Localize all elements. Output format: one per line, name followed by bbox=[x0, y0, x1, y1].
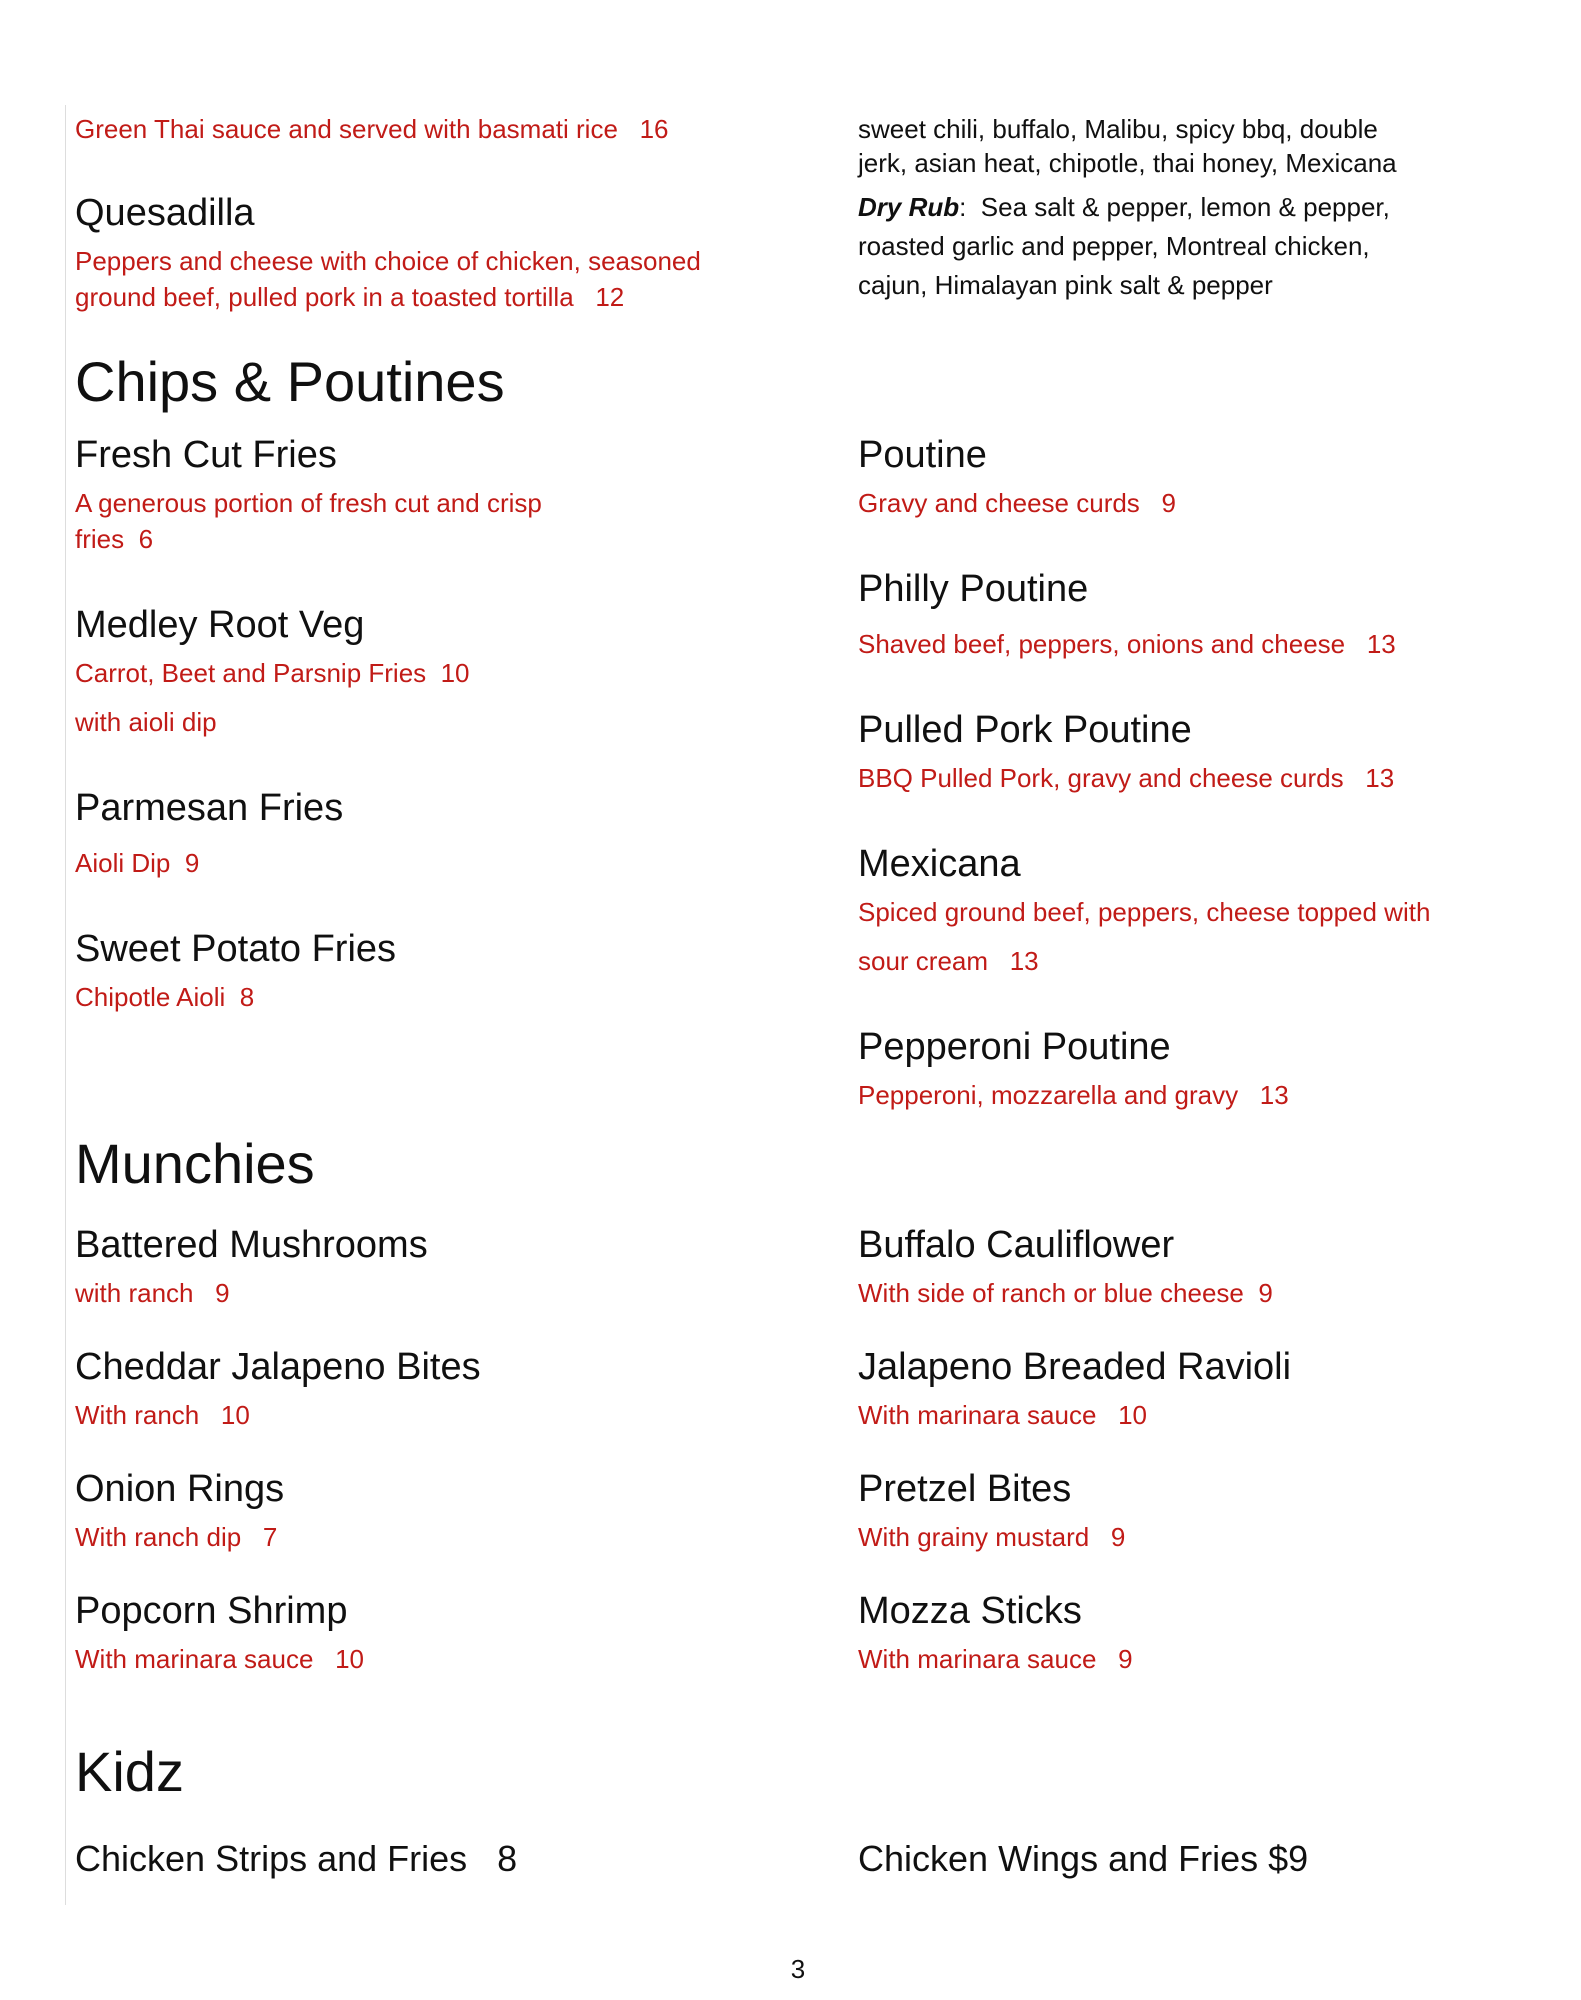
menu-item bbox=[858, 1222, 1521, 1310]
menu-item bbox=[75, 1222, 858, 1310]
page-number: 3 bbox=[790, 1954, 806, 1984]
menu-item bbox=[75, 926, 858, 1014]
item-desc-carryover: Green Thai sauce and served with basmati rice 16 bbox=[75, 114, 669, 144]
menu-item bbox=[858, 1588, 1521, 1676]
item-desc: A generous portion of fresh cut and crisp bbox=[75, 488, 542, 518]
munchies-right-column bbox=[858, 1222, 1521, 1676]
item-desc: BBQ Pulled Pork, gravy and cheese curds 13 bbox=[858, 763, 1395, 793]
item-desc: With ranch 10 bbox=[75, 1400, 250, 1430]
menu-item bbox=[75, 1466, 858, 1554]
intro-right-column bbox=[858, 112, 1521, 314]
munchies-items bbox=[75, 1222, 1521, 1676]
item-desc: with aioli dip bbox=[75, 707, 217, 737]
item-name: Popcorn Shrimp bbox=[75, 1590, 348, 1632]
menu-item bbox=[858, 707, 1521, 795]
item-desc: Spiced ground beef, peppers, cheese topped with bbox=[858, 897, 1431, 927]
menu-item bbox=[858, 432, 1521, 520]
item-desc: with ranch 9 bbox=[75, 1278, 230, 1308]
item-desc: Peppers and cheese with choice of chicken, seasoned bbox=[75, 246, 701, 276]
item-name: Buffalo Cauliflower bbox=[858, 1224, 1175, 1266]
kidz-items bbox=[75, 1834, 1521, 1884]
item-name-quesadilla: Quesadilla bbox=[75, 192, 255, 234]
item-name: Jalapeno Breaded Ravioli bbox=[858, 1346, 1292, 1388]
menu-item bbox=[858, 566, 1521, 661]
item-name: Pretzel Bites bbox=[858, 1468, 1072, 1510]
menu-item bbox=[858, 841, 1521, 978]
menu-item bbox=[75, 1588, 858, 1676]
text-frame-rule bbox=[65, 105, 66, 1905]
item-desc: With ranch dip 7 bbox=[75, 1522, 278, 1552]
chips-right-column bbox=[858, 432, 1521, 1112]
chips-left-column bbox=[75, 432, 858, 1112]
sauce-list-line: jerk, asian heat, chipotle, thai honey, Mexicana bbox=[858, 148, 1397, 178]
item-desc: With marinara sauce 9 bbox=[858, 1644, 1133, 1674]
item-desc: Aioli Dip 9 bbox=[75, 848, 200, 878]
menu-item bbox=[75, 785, 858, 880]
menu-item bbox=[75, 432, 858, 556]
section-title-chips-poutines: Chips & Poutines bbox=[75, 350, 505, 413]
item-desc: Pepperoni, mozzarella and gravy 13 bbox=[858, 1080, 1289, 1110]
item-name: Battered Mushrooms bbox=[75, 1224, 428, 1266]
item-name: Mozza Sticks bbox=[858, 1590, 1082, 1632]
sauce-list-line: sweet chili, buffalo, Malibu, spicy bbq, double bbox=[858, 114, 1378, 144]
item-desc: Gravy and cheese curds 9 bbox=[858, 488, 1176, 518]
intro-row bbox=[75, 112, 1521, 314]
menu-item bbox=[75, 602, 858, 739]
item-name: Cheddar Jalapeno Bites bbox=[75, 1346, 481, 1388]
dry-rub-line: roasted garlic and pepper, Montreal chicken, bbox=[858, 231, 1370, 261]
item-desc: With side of ranch or blue cheese 9 bbox=[858, 1278, 1273, 1308]
intro-left-column bbox=[75, 112, 858, 314]
item-name: Fresh Cut Fries bbox=[75, 434, 337, 476]
dry-rub-line: cajun, Himalayan pink salt & pepper bbox=[858, 270, 1273, 300]
item-desc: With marinara sauce 10 bbox=[858, 1400, 1148, 1430]
menu-item bbox=[858, 1024, 1521, 1112]
kidz-item: Chicken Strips and Fries 8 bbox=[75, 1838, 518, 1879]
item-name: Pulled Pork Poutine bbox=[858, 709, 1192, 751]
item-name: Philly Poutine bbox=[858, 568, 1089, 610]
kidz-item: Chicken Wings and Fries $9 bbox=[858, 1838, 1309, 1879]
item-desc: Carrot, Beet and Parsnip Fries 10 bbox=[75, 658, 470, 688]
item-name: Onion Rings bbox=[75, 1468, 285, 1510]
dry-rub-text: : Sea salt & pepper, lemon & pepper, bbox=[959, 192, 1390, 222]
section-title-munchies: Munchies bbox=[75, 1132, 315, 1195]
item-desc: Shaved beef, peppers, onions and cheese 13 bbox=[858, 629, 1396, 659]
menu-item bbox=[75, 1344, 858, 1432]
item-name: Parmesan Fries bbox=[75, 787, 344, 829]
dry-rub-line bbox=[858, 188, 1521, 227]
section-title-kidz: Kidz bbox=[75, 1740, 184, 1803]
item-name: Mexicana bbox=[858, 843, 1021, 885]
item-name: Pepperoni Poutine bbox=[858, 1026, 1171, 1068]
item-name: Poutine bbox=[858, 434, 987, 476]
item-desc: sour cream 13 bbox=[858, 946, 1039, 976]
item-desc: With grainy mustard 9 bbox=[858, 1522, 1126, 1552]
item-name: Medley Root Veg bbox=[75, 604, 365, 646]
item-name: Sweet Potato Fries bbox=[75, 928, 397, 970]
kidz-right-column bbox=[858, 1834, 1521, 1884]
item-desc: ground beef, pulled pork in a toasted tortilla 12 bbox=[75, 282, 625, 312]
munchies-left-column bbox=[75, 1222, 858, 1676]
item-desc: Chipotle Aioli 8 bbox=[75, 982, 255, 1012]
chips-poutines-items bbox=[75, 432, 1521, 1112]
item-desc: With marinara sauce 10 bbox=[75, 1644, 365, 1674]
kidz-left-column bbox=[75, 1834, 858, 1884]
item-desc: fries 6 bbox=[75, 524, 154, 554]
menu-item bbox=[858, 1344, 1521, 1432]
menu-item bbox=[858, 1466, 1521, 1554]
dry-rub-label: Dry Rub bbox=[858, 192, 960, 222]
